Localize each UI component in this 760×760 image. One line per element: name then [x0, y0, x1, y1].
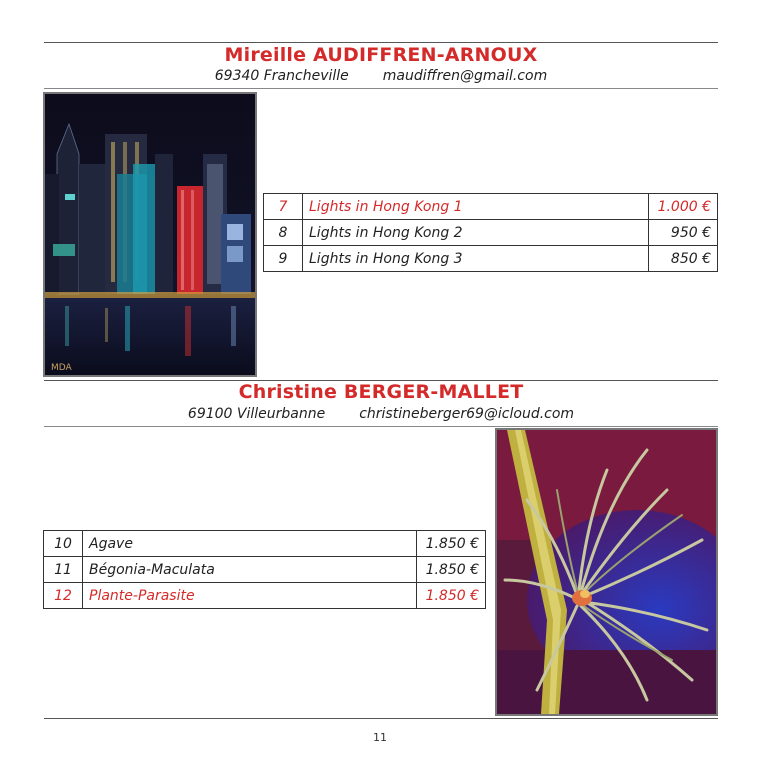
painting-plante-parasite — [495, 428, 718, 716]
work-number: 12 — [44, 583, 83, 609]
work-price: 950 € — [649, 220, 718, 246]
works-table-artist-1 — [263, 193, 718, 272]
work-number: 11 — [44, 557, 83, 583]
work-price: 1.000 € — [649, 194, 718, 220]
work-title: Lights in Hong Kong 3 — [303, 246, 649, 272]
table-row — [264, 220, 718, 246]
artist-email: maudiffren@gmail.com — [382, 68, 548, 84]
work-price: 1.850 € — [417, 531, 486, 557]
work-title: Plante-Parasite — [83, 583, 417, 609]
painting-hong-kong-image — [45, 94, 255, 375]
work-title: Bégonia-Maculata — [83, 557, 417, 583]
painting-lights-in-hong-kong — [43, 92, 257, 377]
painting-signature: MDA — [51, 363, 72, 373]
work-number: 10 — [44, 531, 83, 557]
artist-contact — [44, 406, 718, 422]
table-row — [264, 246, 718, 272]
footer-rule — [44, 718, 718, 719]
artist-name: Mireille AUDIFFREN-ARNOUX — [224, 44, 538, 66]
work-price: 1.850 € — [417, 557, 486, 583]
work-price: 850 € — [649, 246, 718, 272]
works-table-artist-2 — [43, 530, 486, 609]
work-title: Agave — [83, 531, 417, 557]
header-rule — [44, 88, 718, 89]
artist-city: 69340 Francheville — [214, 68, 349, 84]
table-row — [44, 531, 486, 557]
work-number: 7 — [264, 194, 303, 220]
page-number: 11 — [373, 731, 387, 744]
work-number: 8 — [264, 220, 303, 246]
header-rule — [44, 426, 718, 427]
artist-city: 69100 Villeurbanne — [187, 406, 326, 422]
work-title: Lights in Hong Kong 2 — [303, 220, 649, 246]
artist-contact — [44, 68, 718, 84]
artist-name: Christine BERGER-MALLET — [238, 381, 524, 403]
work-price: 1.850 € — [417, 583, 486, 609]
work-number: 9 — [264, 246, 303, 272]
painting-plant-image — [497, 430, 716, 714]
work-title: Lights in Hong Kong 1 — [303, 194, 649, 220]
top-rule — [44, 42, 718, 43]
table-row — [44, 583, 486, 609]
artist-email: christineberger69@icloud.com — [359, 406, 575, 422]
table-row — [44, 557, 486, 583]
table-row — [264, 194, 718, 220]
